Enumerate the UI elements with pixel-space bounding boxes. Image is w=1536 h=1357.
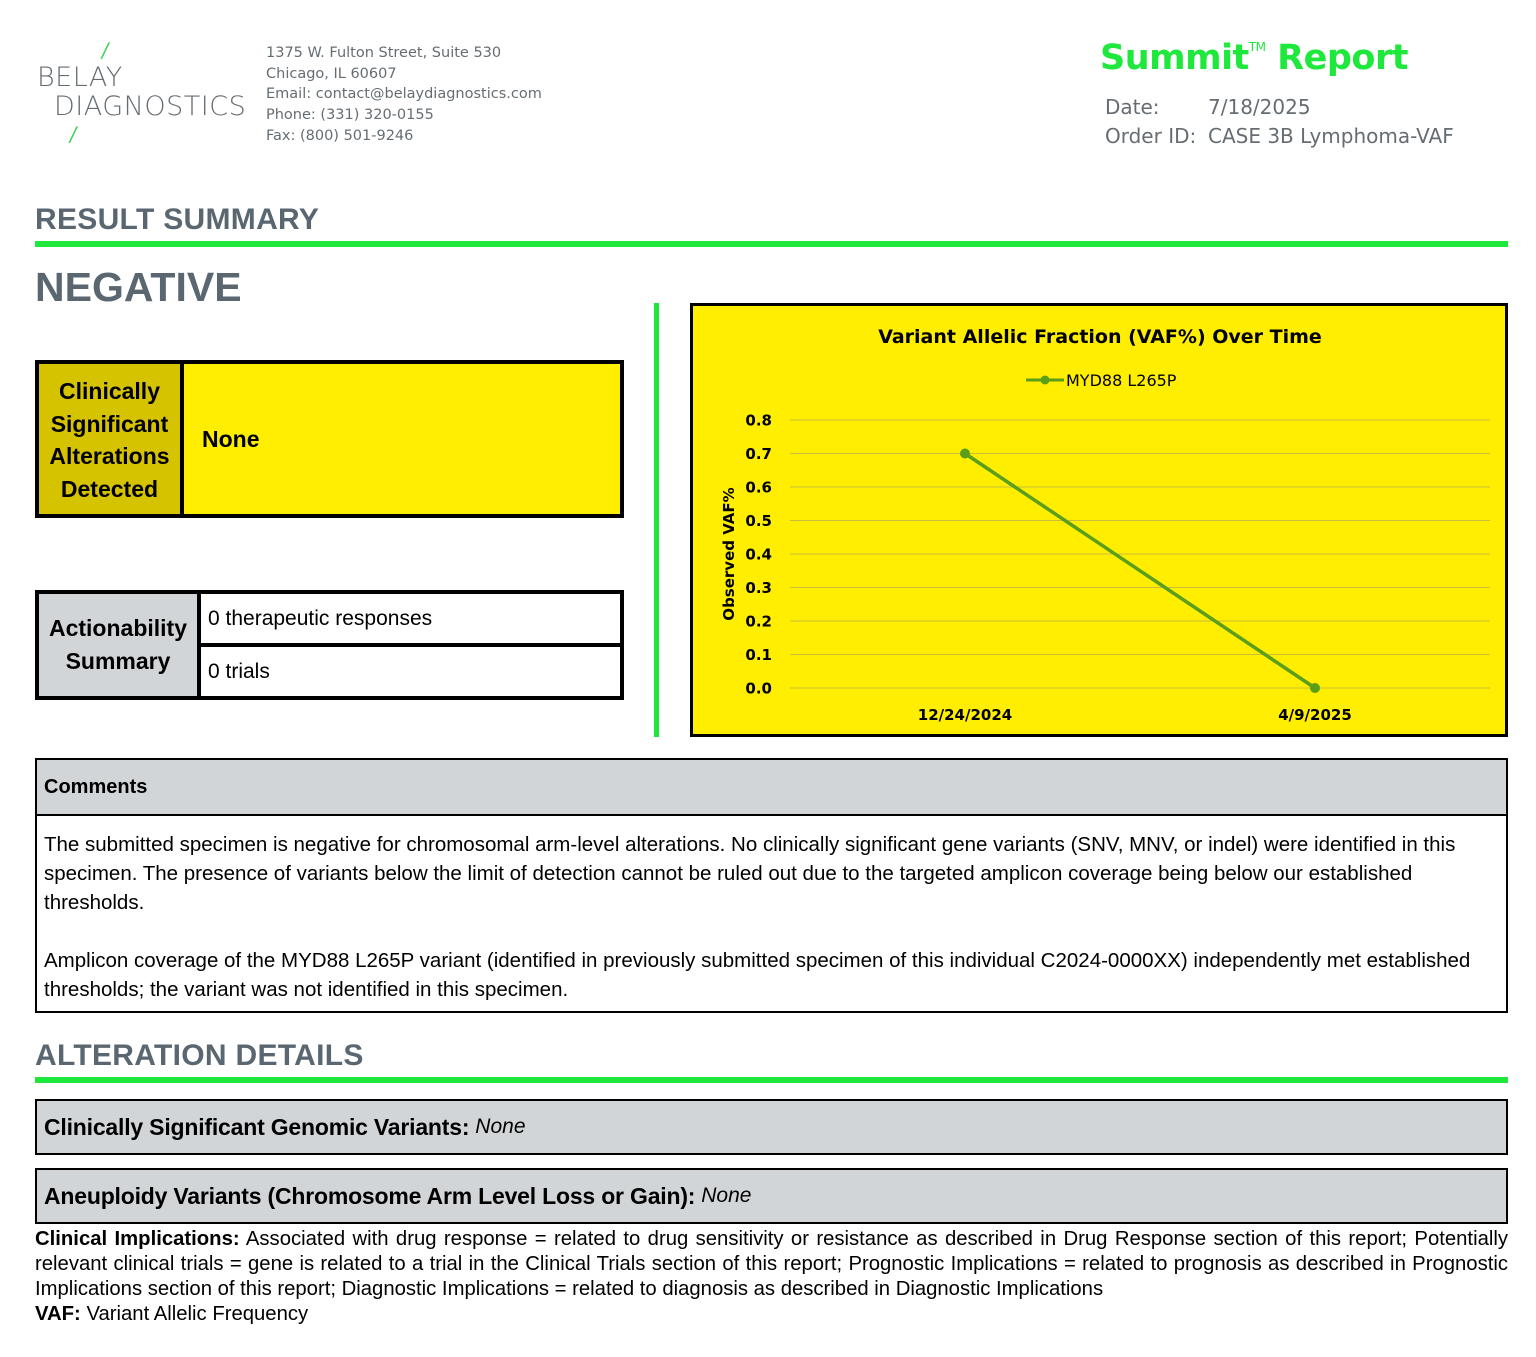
aneuploidy-variants-bar <box>35 1168 1508 1224</box>
company-address <box>266 43 542 147</box>
vaf-chart-svg <box>693 306 1505 734</box>
vertical-divider <box>654 303 659 737</box>
alterations-label-line: Clinically <box>59 378 160 404</box>
y-tick-label: 0.0 <box>745 679 772 698</box>
result-status: NEGATIVE <box>35 264 242 310</box>
y-tick-label: 0.1 <box>745 646 772 664</box>
series-line <box>965 454 1315 689</box>
address-phone: Phone: (331) 320-0155 <box>266 107 434 124</box>
order-id-label: Order ID: <box>1105 124 1197 148</box>
vaf-chart <box>690 303 1508 737</box>
report-title-suffix: Report <box>1277 38 1408 78</box>
clinical-implications-text: Associated with drug response = related to drug sensitivity or resistance as described in Drug Response section of this report; Potentially relevant clinical trials = gene is related to a trial in the Clinical Trials section of this report; Prognostic Implications = related to prognosis as described in Prognostic Implications section of this report; Diagnostic Implications = related to diagnosis as described in Diagnostic Implications <box>35 1228 1509 1300</box>
order-id-value: CASE 3B Lymphoma-VAF <box>1208 124 1454 148</box>
comments-panel <box>35 758 1508 1013</box>
comments-body <box>37 816 1506 1004</box>
alterations-detected-label <box>39 364 184 514</box>
alterations-label-line: Detected <box>60 475 159 502</box>
y-tick-label: 0.3 <box>745 579 772 597</box>
comments-paragraph: The submitted specimen is negative for chromosomal arm-level alterations. No clinically significant gene variants (SNV, MNV, or indel) were identified in this specimen. The presence of variants below the limit of detection cannot be ruled out due to the targeted amplicon coverage being below our established thresholds. <box>44 833 1456 914</box>
data-point <box>1310 683 1320 693</box>
alteration-details-rule <box>35 1077 1508 1083</box>
alterations-detected-value: None <box>184 364 620 514</box>
genomic-variants-value: None <box>475 1115 526 1138</box>
x-tick-label: 12/24/2024 <box>917 706 1013 724</box>
data-point <box>960 449 970 459</box>
trademark-mark: TM <box>1248 40 1266 54</box>
company-logo <box>36 40 246 150</box>
alterations-label-line: Significant <box>50 410 169 437</box>
x-tick-label: 4/9/2025 <box>1278 706 1352 724</box>
result-summary-heading: RESULT SUMMARY <box>35 203 320 236</box>
report-title <box>1100 38 1408 78</box>
logo-slash-icon: / <box>67 122 79 146</box>
address-fax: Fax: (800) 501-9246 <box>266 127 414 144</box>
genomic-variants-bar <box>35 1099 1508 1155</box>
report-title-name: Summit <box>1100 38 1249 78</box>
logo-line-1: BELAY <box>37 62 123 93</box>
result-summary-rule <box>35 241 1508 247</box>
vaf-text: Variant Allelic Frequency <box>86 1303 309 1325</box>
y-tick-label: 0.7 <box>745 445 772 463</box>
alteration-details-heading: ALTERATION DETAILS <box>35 1039 364 1072</box>
date-value: 7/18/2025 <box>1208 95 1311 119</box>
y-tick-label: 0.8 <box>745 411 772 430</box>
comments-heading: Comments <box>37 760 1506 816</box>
address-street: 1375 W. Fulton Street, Suite 530 <box>266 45 502 61</box>
vaf-label: VAF: <box>35 1303 81 1325</box>
report-meta <box>1105 93 1454 151</box>
actionability-label-line: Actionability <box>48 615 187 641</box>
logo-line-2: DIAGNOSTICS <box>54 91 247 122</box>
y-axis-label: Observed VAF% <box>720 487 738 621</box>
y-tick-label: 0.2 <box>745 612 772 631</box>
comments-paragraph: Amplicon coverage of the MYD88 L265P variant (identified in previously submitted specimen of this individual C2024-0000XX) independently met established thresholds; the variant was not identified in this specimen. <box>44 949 1471 1001</box>
aneuploidy-variants-label: Aneuploidy Variants (Chromosome Arm Level Loss or Gain): <box>44 1182 696 1209</box>
date-label: Date: <box>1105 95 1160 119</box>
actionability-summary-label <box>39 594 201 696</box>
actionability-summary-box <box>35 590 624 700</box>
legend-label: MYD88 L265P <box>1066 371 1177 390</box>
address-email: Email: contact@belaydiagnostics.com <box>266 86 542 103</box>
logo-slash-icon: / <box>99 38 111 62</box>
y-tick-label: 0.4 <box>745 545 772 564</box>
alterations-label-line: Alterations <box>49 443 170 469</box>
footnotes <box>35 1227 1508 1327</box>
legend-marker <box>1041 376 1050 385</box>
alterations-detected-box <box>35 360 624 518</box>
clinical-implications-label: Clinical Implications: <box>35 1228 240 1250</box>
address-city: Chicago, IL 60607 <box>266 65 397 82</box>
genomic-variants-label: Clinically Significant Genomic Variants: <box>44 1113 470 1140</box>
chart-title: Variant Allelic Fraction (VAF%) Over Time <box>878 326 1322 348</box>
actionability-label-line: Summary <box>65 648 171 674</box>
y-tick-label: 0.5 <box>745 512 772 530</box>
aneuploidy-variants-value: None <box>701 1184 752 1207</box>
y-tick-label: 0.6 <box>745 478 772 497</box>
therapeutic-responses-value: 0 therapeutic responses <box>208 606 433 630</box>
trials-value: 0 trials <box>201 643 620 696</box>
